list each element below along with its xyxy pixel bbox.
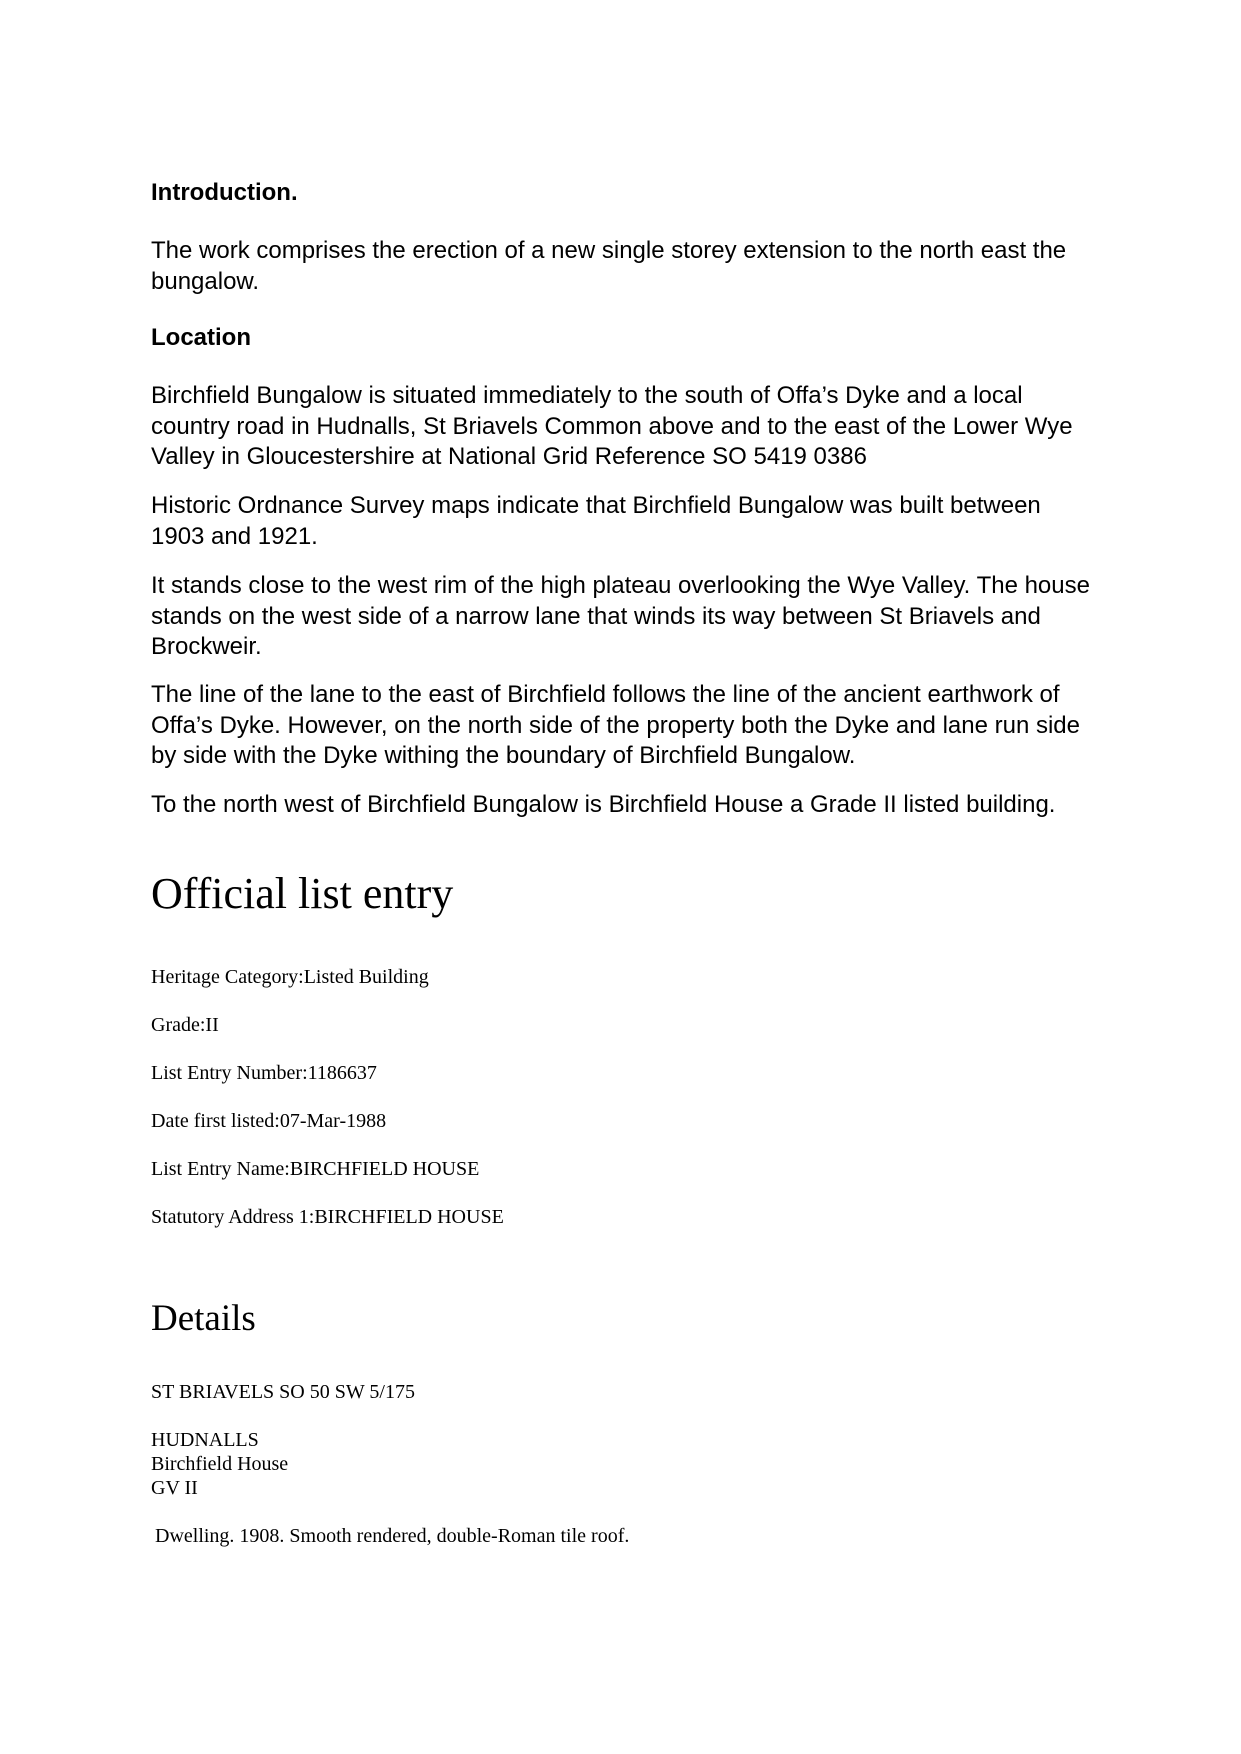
statutory-address-field: Statutory Address 1:BIRCHFIELD HOUSE (151, 1206, 504, 1228)
details-locality: HUDNALLS (151, 1429, 259, 1451)
details-heading: Details (151, 1298, 256, 1339)
details-building-name: Birchfield House (151, 1453, 289, 1475)
details-grade: GV II (151, 1477, 198, 1499)
list-entry-name-field: List Entry Name:BIRCHFIELD HOUSE (151, 1158, 480, 1180)
official-list-entry-heading: Official list entry (151, 869, 454, 918)
heritage-category-field: Heritage Category:Listed Building (151, 966, 429, 988)
location-paragraph: To the north west of Birchfield Bungalow is Birchfield House a Grade II listed building. (151, 791, 1056, 818)
date-first-listed-field: Date first listed:07-Mar-1988 (151, 1110, 387, 1132)
location-paragraph: The line of the lane to the east of Birchfield follows the line of the ancient earthwork of Offa’s Dyke. However, on the north side of the property both the Dyke and lane run side by side with the Dyke withing the boundary of Birchfield Bungalow. (151, 681, 1080, 769)
details-description: Dwelling. 1908. Smooth rendered, double-Roman tile roof. (155, 1525, 630, 1547)
list-entry-number-field: List Entry Number:1186637 (151, 1062, 377, 1084)
location-heading: Location (151, 324, 251, 351)
location-paragraph: Historic Ordnance Survey maps indicate that Birchfield Bungalow was built between 1903 and 1921. (151, 492, 1041, 550)
introduction-heading: Introduction. (151, 179, 298, 206)
details-reference: ST BRIAVELS SO 50 SW 5/175 (151, 1381, 415, 1403)
location-paragraph: It stands close to the west rim of the high plateau overlooking the Wye Valley. The house stands on the west side of a narrow lane that winds its way between St Briavels and Brockweir. (151, 572, 1090, 660)
introduction-text: The work comprises the erection of a new single storey extension to the north east the bungalow. (151, 237, 1067, 295)
location-paragraph: Birchfield Bungalow is situated immediately to the south of Offa’s Dyke and a local country road in Hudnalls, St Briavels Common above and to the east of the Lower Wye Valley in Gloucestershire at National Grid Reference SO 5419 0386 (151, 382, 1073, 470)
grade-field: Grade:II (151, 1014, 219, 1036)
